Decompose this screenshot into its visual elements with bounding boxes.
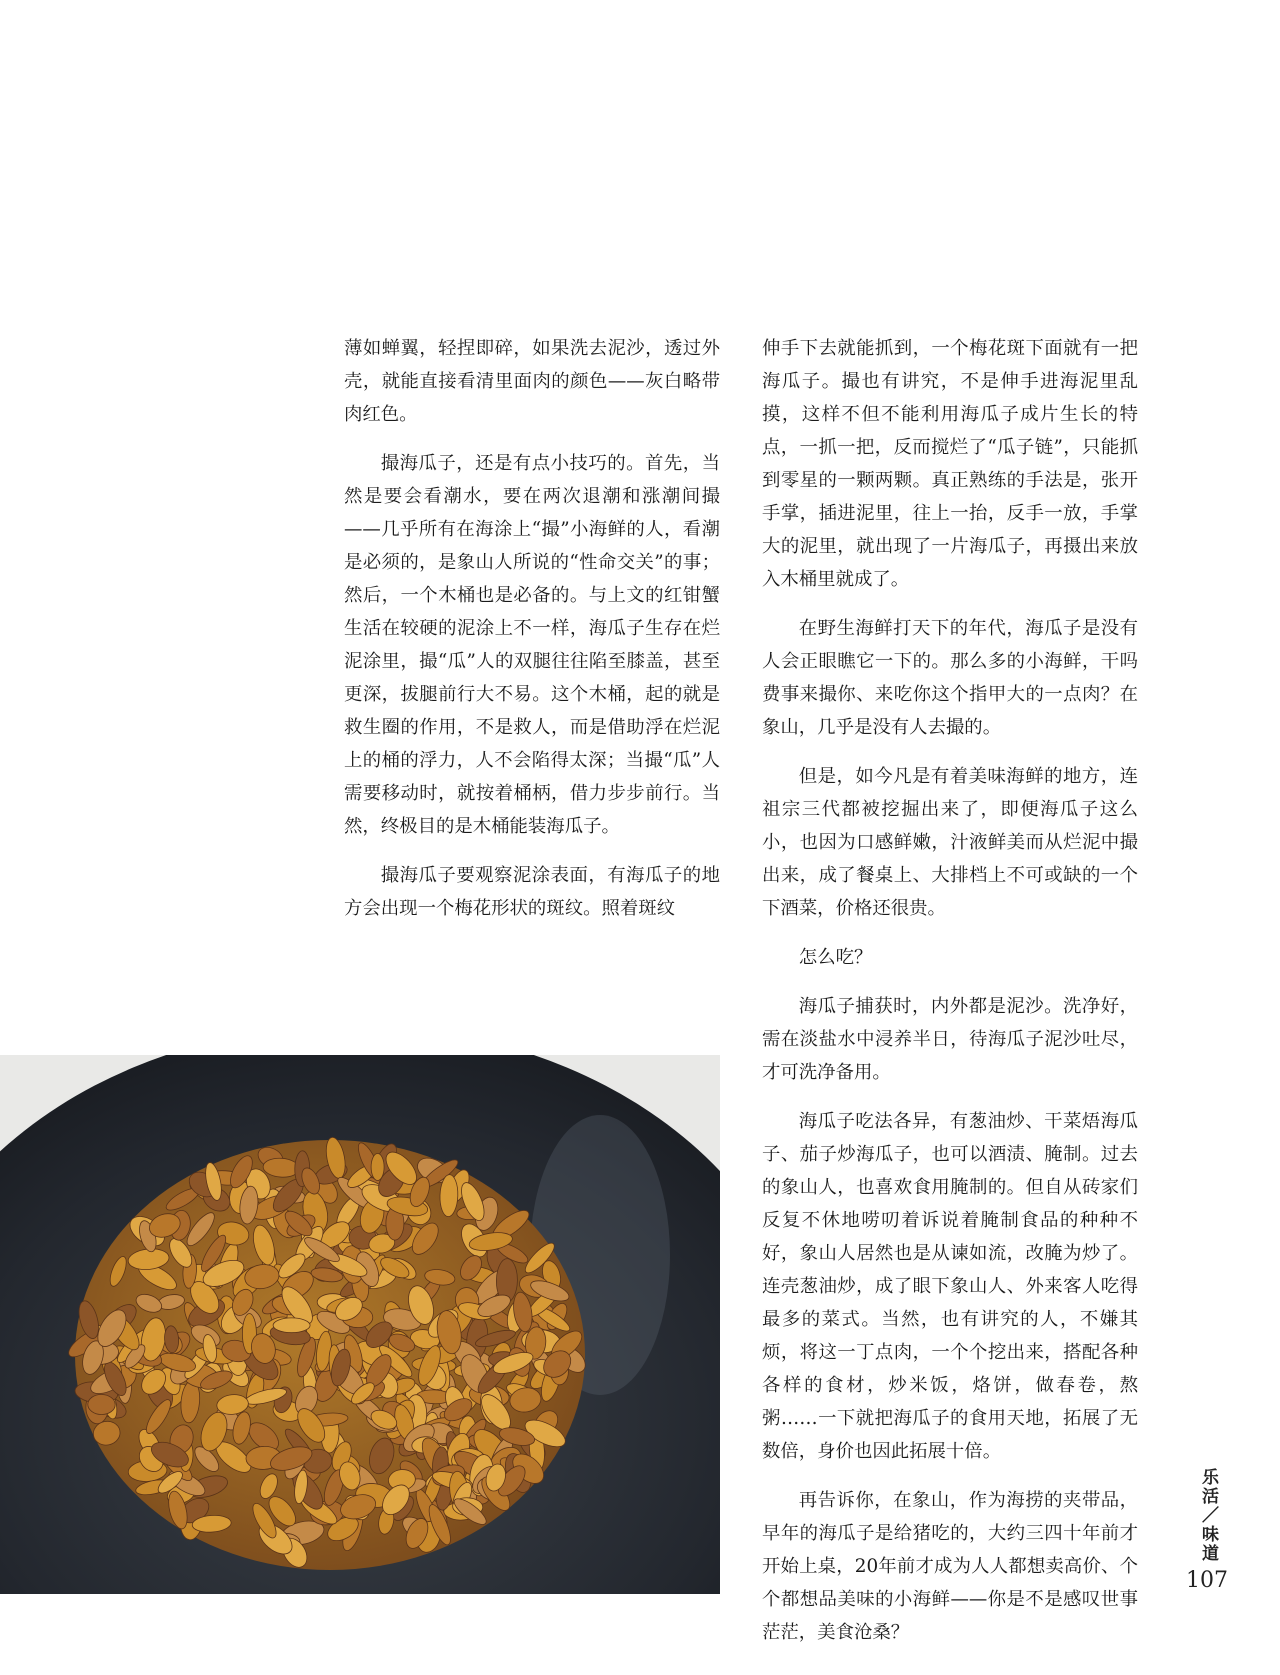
paragraph: 撮海瓜子，还是有点小技巧的。首先，当然是要会看潮水，要在两次退潮和涨潮间撮——几乎所有在海涂上“撮”小海鲜的人，看潮是必须的，是象山人所说的“性命交关”的事；然后，一个木桶也是必备的。与上文的红钳蟹生活在较硬的泥涂上不一样，海瓜子生存在烂泥涂里，撮“瓜”人的双腿往往陷至膝盖，甚至更深，拔腿前行大不易。这个木桶，起的就是救生圈的作用，不是救人，而是借助浮在烂泥上的桶的浮力，人不会陷得太深；当撮“瓜”人需要移动时，就按着桶柄，借力步步前行。当然，终极目的是木桶能装海瓜子。: [344, 453, 720, 837]
article-left-column: [344, 332, 720, 941]
paragraph: 薄如蝉翼，轻捏即碎，如果洗去泥沙，透过外壳，就能直接看清里面肉的颜色——灰白略带肉红色。: [344, 338, 720, 425]
paragraph: 但是，如今凡是有着美味海鲜的地方，连祖宗三代都被挖掘出来了，即便海瓜子这么小，也因为口感鲜嫩，汁液鲜美而从烂泥中撮出来，成了餐桌上、大排档上不可或缺的一个下酒菜，价格还很贵。: [762, 766, 1138, 919]
paragraph: 撮海瓜子要观察泥涂表面，有海瓜子的地方会出现一个梅花形状的斑纹。照着斑纹: [344, 865, 720, 919]
stir-fried-clams-photo: [0, 1055, 720, 1594]
article-right-column: [762, 332, 1138, 1665]
paragraph: 海瓜子吃法各异，有葱油炒、干菜焐海瓜子、茄子炒海瓜子，也可以酒渍、腌制。过去的象山人，也喜欢食用腌制的。但自从砖家们反复不休地唠叨着诉说着腌制食品的种种不好，象山人居然也是从谏如流，改腌为炒了。连壳葱油炒，成了眼下象山人、外来客人吃得最多的菜式。当然，也有讲究的人，不嫌其烦，将这一丁点肉，一个个挖出来，搭配各种各样的食材，炒米饭，烙饼，做春卷，熬粥……一下就把海瓜子的食用天地，拓展了无数倍，身价也因此拓展十倍。: [762, 1111, 1138, 1462]
subheading: 怎么吃？: [798, 947, 873, 968]
section-label: 乐活／味道: [1198, 1468, 1218, 1563]
paragraph: 海瓜子捕获时，内外都是泥沙。洗净好，需在淡盐水中浸养半日，待海瓜子泥沙吐尽，才可洗净备用。: [762, 996, 1138, 1083]
page-number: 107: [1186, 1568, 1228, 1593]
paragraph: 伸手下去就能抓到，一个梅花斑下面就有一把海瓜子。撮也有讲究，不是伸手进海泥里乱摸，这样不但不能利用海瓜子成片生长的特点，一抓一把，反而搅烂了“瓜子链”，只能抓到零星的一颗两颗。真正熟练的手法是，张开手掌，插进泥里，往上一抬，反手一放，手掌大的泥里，就出现了一片海瓜子，再摄出来放入木桶里就成了。: [762, 338, 1138, 590]
paragraph: 在野生海鲜打天下的年代，海瓜子是没有人会正眼瞧它一下的。那么多的小海鲜，干吗费事来撮你、来吃你这个指甲大的一点肉？在象山，几乎是没有人去撮的。: [762, 618, 1138, 738]
paragraph: 再告诉你，在象山，作为海捞的夹带品，早年的海瓜子是给猪吃的，大约三四十年前才开始上桌，20年前才成为人人都想卖高价、个个都想品美味的小海鲜——你是不是感叹世事茫茫，美食沧桑？: [762, 1490, 1138, 1643]
